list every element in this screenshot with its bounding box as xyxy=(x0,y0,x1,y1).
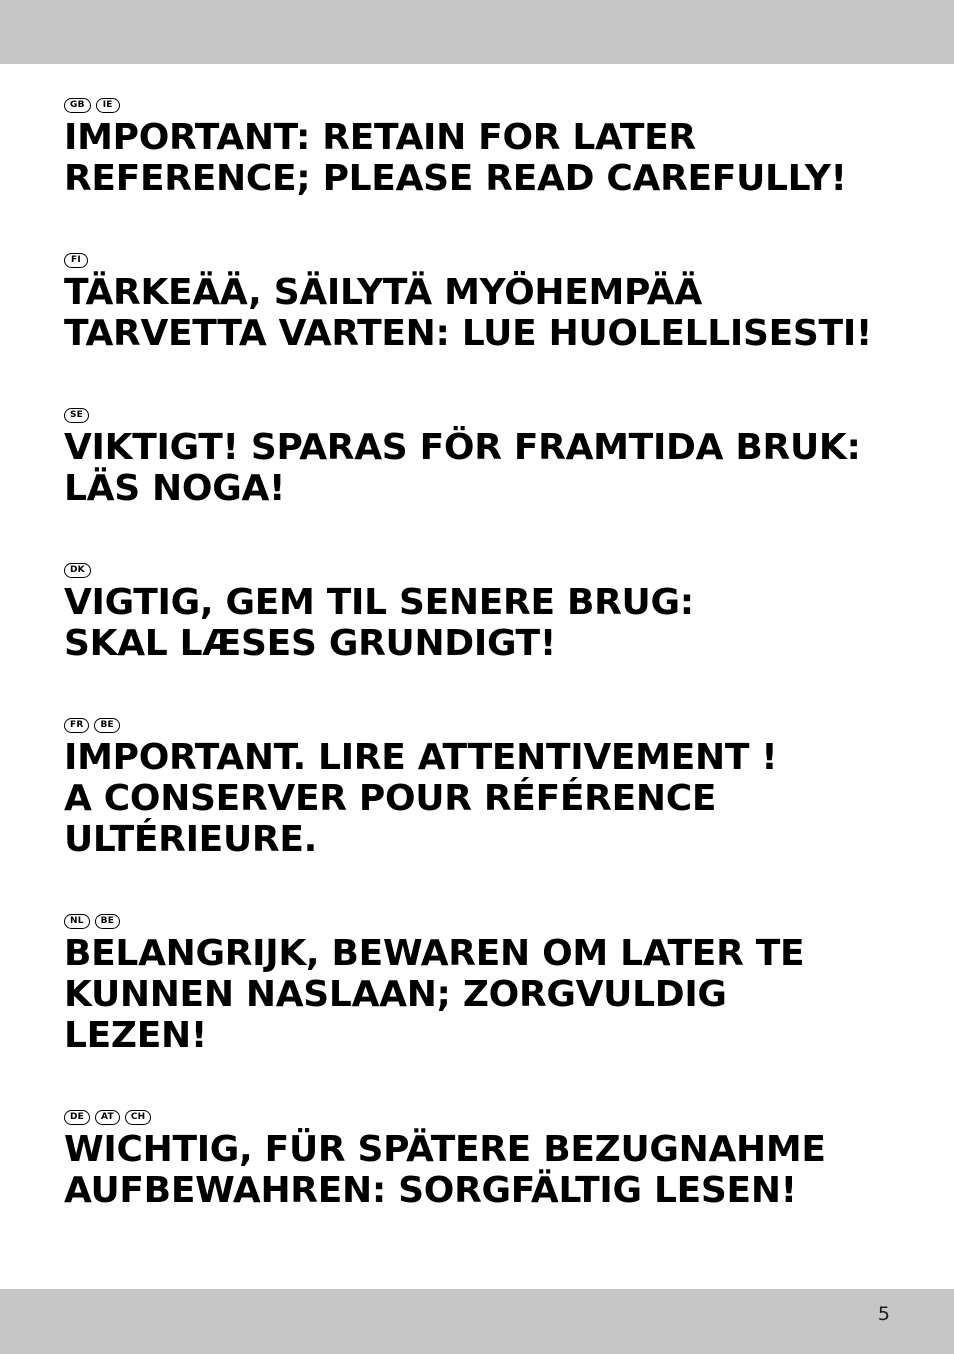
section-de-at-ch xyxy=(64,1108,894,1211)
country-badge-at: AT xyxy=(95,1110,120,1125)
warning-heading-nl: BELANGRIJK, BEWAREN OM LATER TE KUNNEN NASLAAN; ZORGVULDIG LEZEN! xyxy=(64,933,805,1056)
country-badge-dk: DK xyxy=(64,563,91,578)
country-badge-ch: CH xyxy=(125,1110,152,1125)
country-badges xyxy=(64,561,894,580)
country-badge-fi: FI xyxy=(64,253,88,268)
section-fr-be xyxy=(64,716,894,860)
country-badge-be: BE xyxy=(95,914,120,929)
country-badge-gb: GB xyxy=(64,98,91,113)
header-band xyxy=(0,0,954,64)
country-badge-nl: NL xyxy=(64,914,90,929)
warning-heading-en: IMPORTANT: RETAIN FOR LATER REFERENCE; PLEASE READ CAREFULLY! xyxy=(64,117,847,199)
country-badge-se: SE xyxy=(64,408,89,423)
section-dk xyxy=(64,561,894,664)
warning-heading-dk: VIGTIG, GEM TIL SENERE BRUG: SKAL LÆSES GRUNDIGT! xyxy=(64,582,694,664)
page-number: 5 xyxy=(877,1303,890,1325)
country-badges xyxy=(64,96,894,115)
country-badge-ie: IE xyxy=(96,98,120,113)
warning-heading-fr: IMPORTANT. LIRE ATTENTIVEMENT ! A CONSERVER POUR RÉFÉRENCE ULTÉRIEURE. xyxy=(64,737,778,860)
warning-heading-fi: TÄRKEÄÄ, SÄILYTÄ MYÖHEMPÄÄ TARVETTA VARTEN: LUE HUOLELLISESTI! xyxy=(64,272,873,354)
section-gb-ie xyxy=(64,96,894,199)
section-se xyxy=(64,406,894,509)
warning-heading-de: WICHTIG, FÜR SPÄTERE BEZUGNAHME AUFBEWAHREN: SORGFÄLTIG LESEN! xyxy=(64,1129,826,1211)
section-nl-be xyxy=(64,912,894,1056)
warning-heading-se: VIKTIGT! SPARAS FÖR FRAMTIDA BRUK: LÄS NOGA! xyxy=(64,427,861,509)
section-fi xyxy=(64,251,894,354)
footer-band xyxy=(0,1289,954,1354)
country-badge-fr: FR xyxy=(64,718,89,733)
country-badges xyxy=(64,406,894,425)
country-badge-de: DE xyxy=(64,1110,90,1125)
country-badges xyxy=(64,716,894,735)
country-badges xyxy=(64,251,894,270)
country-badge-be: BE xyxy=(94,718,119,733)
country-badges xyxy=(64,912,894,931)
country-badges xyxy=(64,1108,894,1127)
